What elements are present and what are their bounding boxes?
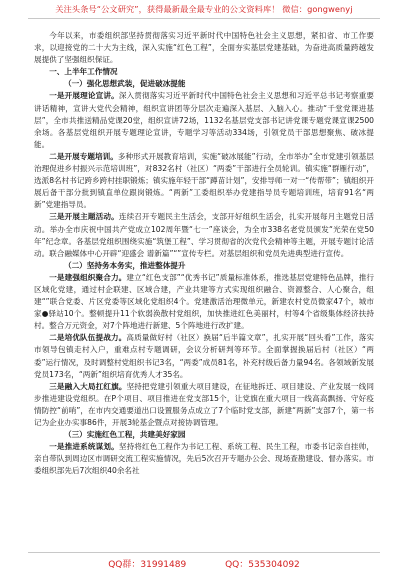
- document-body: [34, 30, 374, 477]
- paragraph-2-3: 三是融入大局扛红旗。坚持把党建引领重大项目建设，在征地拆迁、项目建设、产业发展一线同步推进建设党组织。在P个项目、项目推进在党支部15个，让党旗在重大项目一线高高飘扬、守好疫情防控“前哨”，在市内交通要道出口设置服务点成立了7个临时党支部，新建“两新”支部7个，第一书记为企业办实事86件，开展3轮基企暨点对接协调管理。: [34, 381, 375, 427]
- subsection-heading-3: （三）实施红色工程，共建美好家园: [64, 430, 186, 440]
- intro-paragraph: 今年以来，市委组织部坚持贯彻落实习近平新时代中国特色社会主义思想，紧扣省、市工作要求，以迎接党的二十大为主线，深入实施“红色工程”，全面夯实基层党建基础，为奋进高质量跨越发展提供了坚强组织保证。: [34, 31, 374, 65]
- subsection-heading-1: （一）强化思想武装，促进破冰提能: [64, 79, 186, 89]
- header-banner: 关注头条号“公文研究”，获得最新最全最专业的公文资料库！ 微信：gongwenyj: [55, 4, 353, 14]
- paragraph-2-2: 二是培优队伍提战力。高质量做好村（社区）换届“后半篇文章”，扎实开展“回头看”工作，落实市领导包镇走村入户，重难点村专题调研，会议分析研判等环节。全面掌握换届后村（社区）“两委”运行情况，及时调整村党组织书记3名，“两委”成员81名，补充村级后备力量94名。各领域新发展党员173名，“两新”组织培育优秀人才35名。: [34, 333, 375, 379]
- section-heading: 一、上半年工作情况: [49, 67, 118, 77]
- paragraph-1-1: 一是开展理论宣讲。深入贯彻落实习近平新时代中国特色社会主义思想和习近平总书记考察重要讲话精神，宣讲大党代会精神，组织宣讲团等分层次走遍深入基层、入脑入心。推动“千堂党课进基层”，全市共推送精品党课20堂，组织宣讲72场，1132名基层党支部书记讲党课专题党课宣课2500余场。各基层党组织开展专题理论宣讲，专题学习等活动334场，引领党员干部思想聚焦、破冰提能。: [34, 91, 375, 149]
- subsection-heading-2: （二）坚持务本务实，推进整体提升: [64, 260, 186, 270]
- header-divider: [28, 18, 380, 19]
- footer-qq: QQ：535304092: [225, 560, 300, 570]
- paragraph-3-1: 一是推进系统谋划。坚持将红色工程作为书记工程、系统工程、民生工程，市委书记亲自挂帅，亲自带队到周边区市调研交流工程实施情况，先后5次召开专题办公会、现场查勘建设、督办落实。市委组织部先后7次组织40余名社: [34, 442, 375, 476]
- paragraph-1-2: 二是开展专题培训。多种形式开展教育培训，实施“破冰展能”行动，全市举办“全市党建引领基层治理促进乡村振兴示范培训班”，对832名村（社区）“两委”干部进行全员轮训。镇实施“群雁行动”，选派8名村书记跨乡跨村挂职锻炼；镇实施年轻干部“蹲苗计划”，安排导师一对一“传帮带”；镇组织开展后备干部分批到镇直单位跟岗锻炼。“两新”工委组织举办党建指导员专题培训班，培育91名“两新”党建指导员。: [34, 151, 374, 210]
- paragraph-1-3: 三是开展主题活动。连续召开专题民主生活会，支部开好组织生活会，扎实开展每月主题党日活动。举办全市庆祝中国共产党成立102周年暨“七一”座谈会，为全市338名老党员颁发“光荣在党50年”纪念章。各基层党组织围绕实施“筑堡工程”、学习贯彻省的次党代会精神等主题，开展专题讨论活动。联合融媒体中心开辟“迎盛会 谱新篇”“”宣传专栏。对基层组织和党员先进典型进行宣传。: [34, 212, 375, 258]
- footer-divider: [28, 552, 380, 553]
- paragraph-2-1: 一是建强组织聚合力。建立“红色支部”“优秀书记”质量标准体系，推选基层党建特色品牌，推行区域化党建，通过村企联建、区域合建，产业共建等方式实现组织融合、资源整合、人心聚合，组建“”联合党委、片区党委等区域化党组织4个。党建激活治理微单元，新建农村党员微家47个，城市家●驿站10个。整顿提升11个软弱涣散村党组织，加快推进红色美丽村，村等4个省级集体经济扶持村。整合万元资金，对7个阵地进行新建、5个阵地进行改扩建。: [34, 272, 375, 331]
- footer-contacts: [0, 557, 408, 570]
- footer-qq-group: QQ群：31991489: [108, 560, 187, 570]
